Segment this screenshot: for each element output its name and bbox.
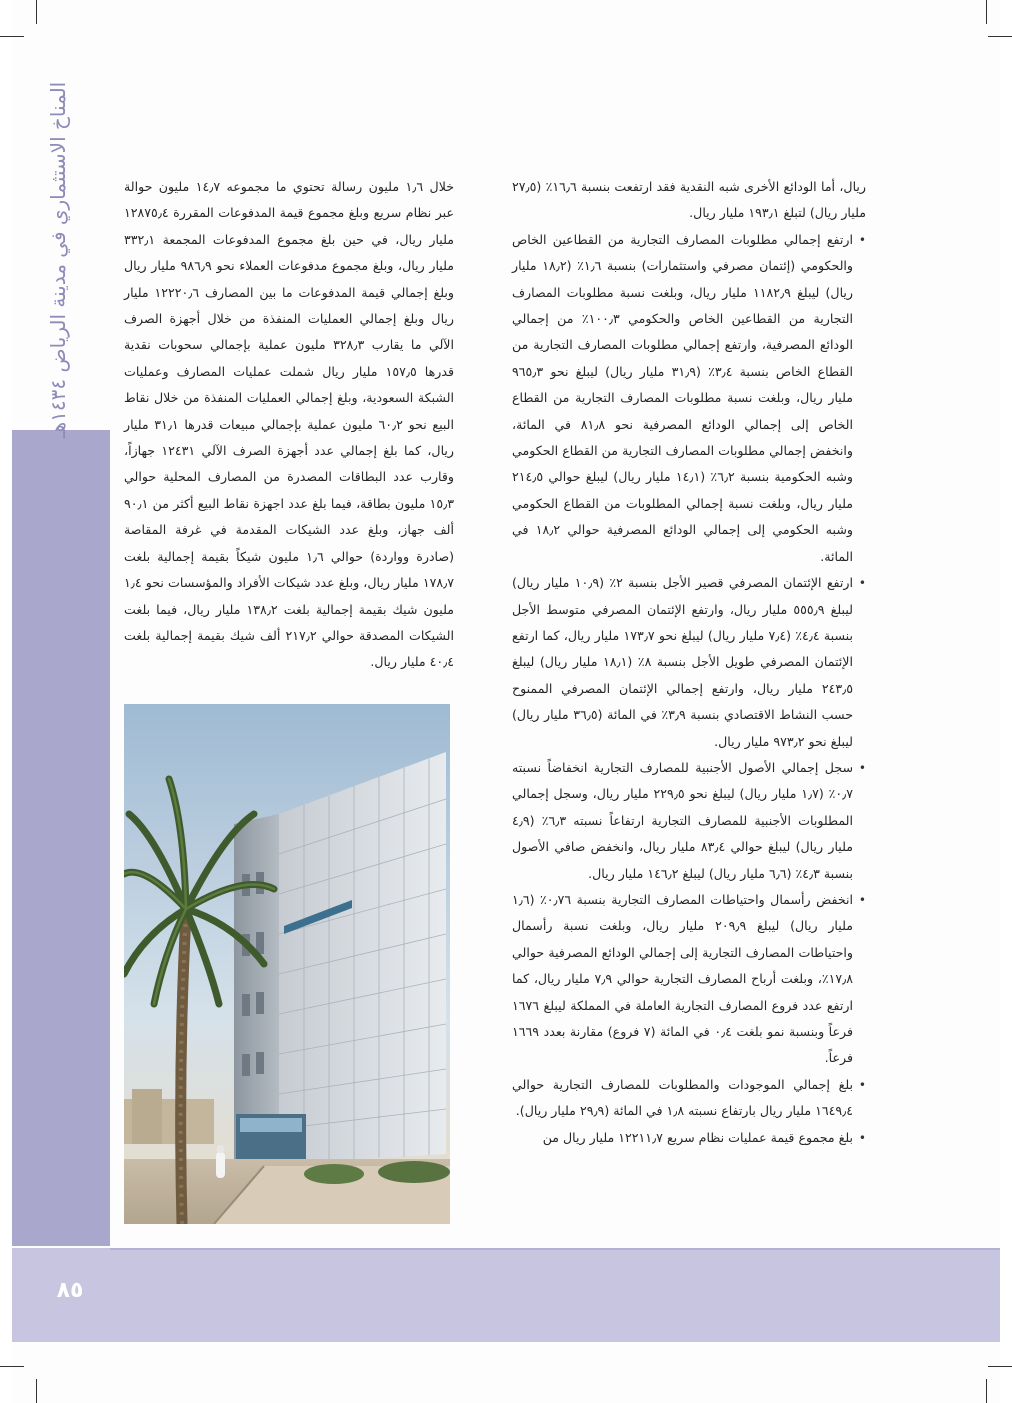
- list-item: • بلغ مجموع قيمة عمليات نظام سريع ١٢٢١١٫٧ مليار ريال من: [512, 1125, 866, 1151]
- left-column: [124, 174, 454, 676]
- list-item: • سجل إجمالي الأصول الأجنبية للمصارف التجارية انخفاضاً نسبته ٠٫٧٪ (١٫٧ مليار ريال) ليبلغ نحو ٢٢٩٫٥ مليار ريال، وسجل إجمالي المطلوبات الأجنبية للمصارف التجارية ارتفاعاً نسبته ٦٫٣٪ (٤٫٩ مليار ريال) ليبلغ حوالي ٨٣٫٤ مليار ريال، وانخفض صافي الأصول بنسبة ٤٫٣٪ (٦٫٦ مليار ريال) ليبلغ ١٤٦٫٢ مليار ريال.: [512, 755, 866, 887]
- bullet-icon: •: [858, 1130, 866, 1145]
- right-column: [512, 174, 866, 1151]
- crop-mark: [986, 1379, 987, 1403]
- crop-mark: [0, 36, 24, 37]
- crop-mark: [36, 0, 37, 24]
- sidebar-band: [12, 430, 110, 1246]
- list-item: • انخفض رأسمال واحتياطات المصارف التجارية بنسبة ٠٫٧٦٪ (١٫٦ مليار ريال) ليبلغ ٢٠٩٫٩ مليار ريال، وبلغت نسبة رأسمال واحتياطات المصارف التجارية إلى إجمالي الودائع المصرفية حوالي ١٧٫٨٪، وبلغت أرباح المصارف التجارية حوالي ٧٫٩ مليار ريال، كما ارتفع عدد فروع المصارف التجارية العاملة في المملكة ليبلغ ١٦٧٦ فرعاً وبنسبة نمو بلغت ٠٫٤ في المائة (٧ فروع) مقارنة بعدد ١٦٦٩ فرعاً.: [512, 887, 866, 1072]
- footer-band: [12, 1248, 1000, 1342]
- bullet-icon: •: [858, 892, 866, 907]
- crop-mark: [988, 36, 1012, 37]
- crop-mark: [0, 1366, 24, 1367]
- list-item: • ارتفع الإئتمان المصرفي قصير الأجل بنسبة ٢٪ (١٠٫٩ مليار ريال) ليبلغ ٥٥٥٫٩ مليار ريال، وارتفع الإئتمان المصرفي متوسط الأجل بنسبة ٤٫٤٪ (٧٫٤ مليار ريال) ليبلغ نحو ١٧٣٫٧ مليار ريال، كما ارتفع الإئتمان المصرفي طويل الأجل بنسبة ٨٪ (١٨٫١ مليار ريال) ليبلغ ٢٤٣٫٥ مليار ريال، وارتفع إجمالي الإئتمان المصرفي الممنوح حسب النشاط الاقتصادي بنسبة ٣٫٩٪ في المائة (٣٦٫٥ مليار ريال) ليبلغ نحو ٩٧٣٫٢ مليار ريال.: [512, 570, 866, 755]
- building-photo: [124, 704, 450, 1224]
- bullet-icon: •: [858, 760, 866, 775]
- bullet-list: [512, 227, 866, 1151]
- bullet-icon: •: [858, 232, 866, 247]
- list-item: • بلغ إجمالي الموجودات والمطلوبات للمصارف التجارية حوالي ١٦٤٩٫٤ مليار ريال بارتفاع نسبته ١٫٨ في المائة (٢٩٫٩ مليار ريال).: [512, 1072, 866, 1125]
- bullet-icon: •: [858, 1077, 866, 1092]
- building-photo-illustration: [124, 704, 450, 1224]
- running-title: المناخ الاستثماري في مدينة الرياض ١٤٣٤هـ: [46, 81, 70, 439]
- crop-mark: [986, 0, 987, 24]
- bullet-icon: •: [858, 576, 866, 591]
- paragraph: خلال ١٫٦ مليون رسالة تحتوي ما مجموعه ١٤٫٧ مليون حوالة عبر نظام سريع وبلغ مجموع قيمة المدفوعات المقررة ١٢٨٧٥٫٤ مليار ريال، في حين بلغ مجموع المدفوعات المجمعة ٣٣٢٫١ مليار ريال، وبلغ مجموع مدفوعات العملاء نحو ٩٨٦٫٩ مليار ريال وبلغ إجمالي قيمة المدفوعات ما بين المصارف ١٢٢٢٠٫٦ مليار ريال وبلغ إجمالي العمليات المنفذة من خلال أجهزة الصرف الآلي ما يقارب ٣٢٨٫٣ مليون عملية بإجمالي سحوبات نقدية قدرها ١٥٧٫٥ مليار ريال شملت عمليات المصارف وعمليات الشبكة السعودية، وبلغ إجمالي العمليات المنفذة من خلال نقاط البيع نحو ٦٠٫٢ مليون عملية بإجمالي مبيعات قدرها ٣١٫١ مليار ريال، كما بلغ إجمالي عدد أجهزة الصرف الآلي ١٢٤٣١ جهازاً، وقارب عدد البطاقات المصدرة من المصارف المحلية حوالي ١٥٫٣ مليون بطاقة، فيما بلغ عدد اجهزة نقاط البيع أكثر من ٩٠٫١ ألف جهاز، وبلغ عدد الشيكات المقدمة في غرفة المقاصة (صادرة وواردة) حوالي ١٫٦ مليون شيكاً بقيمة إجمالية بلغت ١٧٨٫٧ مليار ريال، وبلغ عدد شيكات الأفراد والمؤسسات نحو ١٫٤ مليون شيك بقيمة إجمالية بلغت ١٣٨٫٢ مليار ريال، فيما بلغت الشيكات المصدقة حوالي ٢١٧٫٢ ألف شيك بقيمة إجمالية بلغت ٤٠٫٤ مليار ريال.: [124, 179, 455, 670]
- footer-divider: [110, 1248, 1000, 1250]
- crop-mark: [988, 1366, 1012, 1367]
- list-item: • ارتفع إجمالي مطلوبات المصارف التجارية من القطاعين الخاص والحكومي (إئتمان مصرفي واستثمارات) بنسبة ١٫٦٪ (١٨٫٢ مليار ريال) ليبلغ ١١٨٢٫٩ مليار ريال، وبلغت نسبة مطلوبات المصارف التجارية من القطاعين الخاص والحكومي ١٠٠٫٣٪ من إجمالي الودائع المصرفية، وارتفع إجمالي مطلوبات المصارف التجارية من القطاع الخاص بنسبة ٣٫٤٪ (٣١٫٩ مليار ريال) ليبلغ نحو ٩٦٥٫٣ مليار ريال، وبلغت نسبة مطلوبات المصارف التجارية من القطاع الخاص إلى إجمالي الودائع المصرفية نحو ٨١٫٨ في المائة، وانخفض إجمالي مطلوبات المصارف التجارية من القطاع الحكومي وشبه الحكومية بنسبة ٦٫٢٪ (١٤٫١ مليار ريال) ليبلغ حوالي ٢١٤٫٥ مليار ريال، وبلغت نسبة إجمالي المطلوبات من القطاع الحكومي وشبه الحكومي إلى إجمالي الودائع المصرفية حوالي ١٨٫٢ في المائة.: [512, 227, 866, 570]
- paragraph: ريال، أما الودائع الأخرى شبه النقدية فقد ارتفعت بنسبة ١٦٫٦٪ (٢٧٫٥ مليار ريال) لتبلغ ١٩٣٫١ مليار ريال.: [512, 179, 866, 221]
- page-number: ٨٥: [56, 1278, 84, 1303]
- crop-mark: [36, 1379, 37, 1403]
